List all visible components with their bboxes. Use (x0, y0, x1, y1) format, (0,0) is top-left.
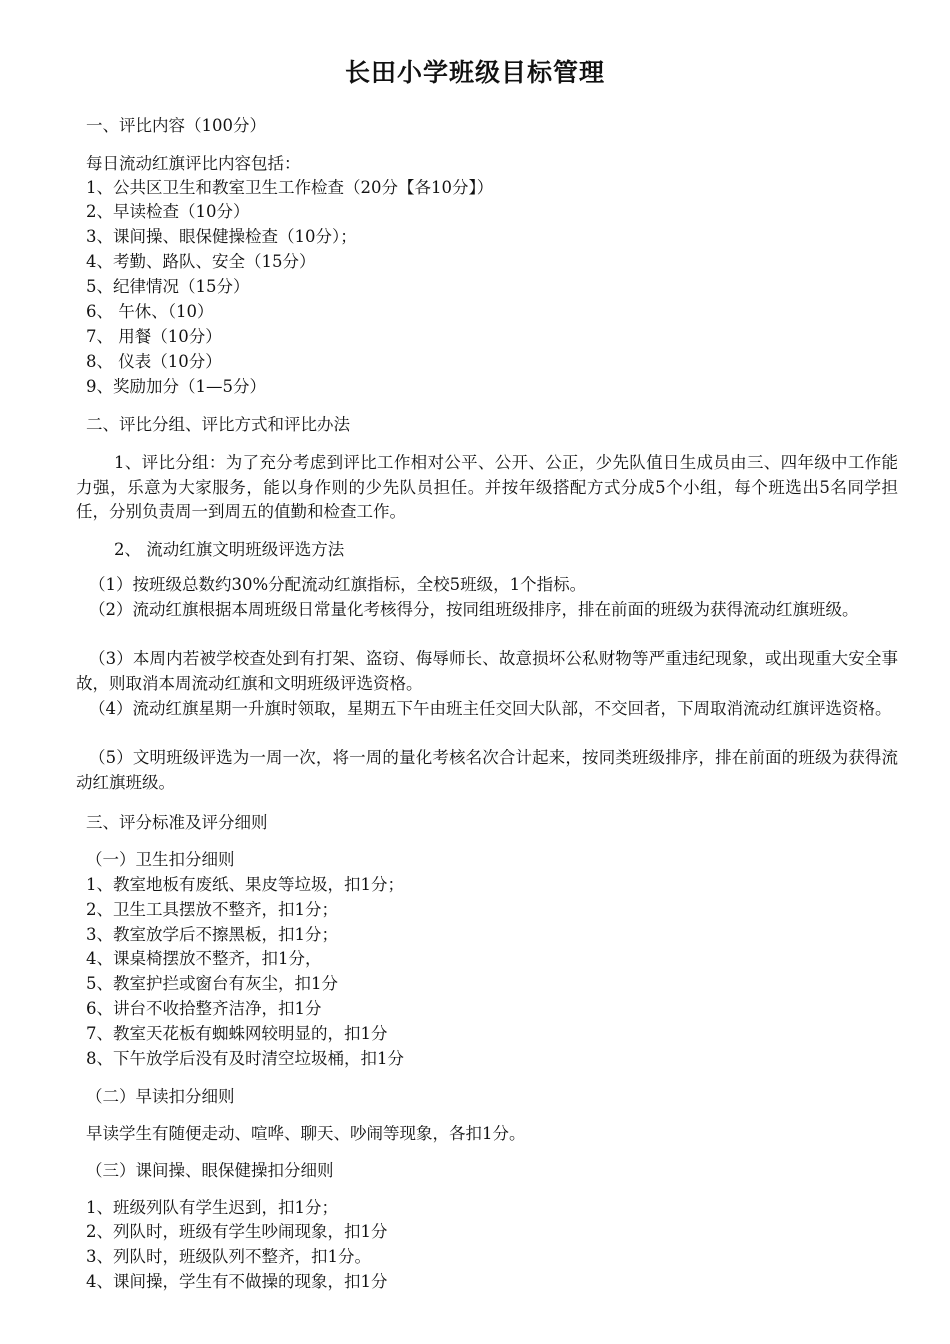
reading-text: 早读学生有随便走动、喧哗、聊天、吵闹等现象，各扣1分。 (86, 1124, 526, 1143)
list-item: 9、奖励加分（1—5分） (86, 377, 266, 396)
list-item: 4、课间操，学生有不做操的现象，扣1分 (86, 1272, 388, 1291)
section-1-intro: 每日流动红旗评比内容包括： (86, 154, 301, 173)
hygiene-heading: （一）卫生扣分细则 (86, 850, 235, 869)
list-item: 8、 仪表（10分） (86, 352, 222, 371)
list-item: 2、早读检查（10分） (86, 202, 250, 221)
section-1-heading: 一、评比内容（100分） (86, 116, 266, 135)
exercise-heading: （三）课间操、眼保健操扣分细则 (86, 1161, 334, 1180)
reading-heading: （二）早读扣分细则 (86, 1087, 235, 1106)
list-item: 2、列队时，班级有学生吵闹现象，扣1分 (86, 1222, 388, 1241)
list-item: 5、教室护拦或窗台有灰尘，扣1分 (86, 974, 338, 993)
list-item: 6、讲台不收拾整齐洁净，扣1分 (86, 999, 322, 1018)
list-item: 7、 用餐（10分） (86, 327, 222, 346)
list-item: 8、下午放学后没有及时清空垃圾桶，扣1分 (86, 1049, 404, 1068)
list-item: 5、纪律情况（15分） (86, 277, 250, 296)
section-3-heading: 三、评分标准及评分细则 (86, 813, 268, 832)
list-item: 1、公共区卫生和教室卫生工作检查（20分【各10分】） (86, 178, 494, 197)
list-item: 3、列队时，班级队列不整齐，扣1分。 (86, 1247, 371, 1266)
rule-paragraph: （2）流动红旗根据本周班级日常量化考核得分，按同组班级排序，排在前面的班级为获得流动红旗班级。 (89, 600, 859, 619)
list-item: 7、教室天花板有蜘蛛网较明显的，扣1分 (86, 1024, 388, 1043)
rule-paragraph: （4）流动红旗星期一升旗时领取，星期五下午由班主任交回大队部，不交回者，下周取消流动红旗评选资格。 (89, 699, 892, 718)
list-item: 4、考勤、路队、安全（15分） (86, 252, 316, 271)
list-item: 3、教室放学后不擦黑板，扣1分； (86, 925, 338, 944)
method-subheading: 2、 流动红旗文明班级评选方法 (114, 540, 345, 559)
list-item: 1、教室地板有废纸、果皮等垃圾，扣1分； (86, 875, 404, 894)
section-2-heading: 二、评比分组、评比方式和评比办法 (86, 415, 350, 434)
list-item: 3、课间操、眼保健操检查（10分）； (86, 227, 357, 246)
list-item: 4、课桌椅摆放不整齐，扣1分， (86, 949, 322, 968)
list-item: 1、班级列队有学生迟到，扣1分； (86, 1198, 338, 1217)
rule-paragraph: （1）按班级总数约30%分配流动红旗指标，全校5班级，1个指标。 (89, 575, 587, 594)
rule-paragraph: （5）文明班级评选为一周一次，将一周的量化考核名次合计起来，按同类班级排序，排在前面的班级为获得流动红旗班级。 (76, 748, 898, 792)
list-item: 6、 午休、（10） (86, 302, 214, 321)
page-title: 长田小学班级目标管理 (344, 58, 605, 87)
grouping-paragraph: 1、评比分组：为了充分考虑到评比工作相对公平、公开、公正，少先队值日生成员由三、四年级中工作能力强，乐意为大家服务，能以身作则的少先队员担任。并按年级搭配方式分成5个小组，每个班选出5名同学担任，分别负责周一到周五的值勤和检查工作。 (76, 453, 898, 521)
list-item: 2、卫生工具摆放不整齐，扣1分； (86, 900, 338, 919)
rule-paragraph: （3）本周内若被学校查处到有打架、盗窃、侮辱师长、故意损坏公私财物等严重违纪现象，或出现重大安全事故，则取消本周流动红旗和文明班级评选资格。 (76, 649, 898, 693)
